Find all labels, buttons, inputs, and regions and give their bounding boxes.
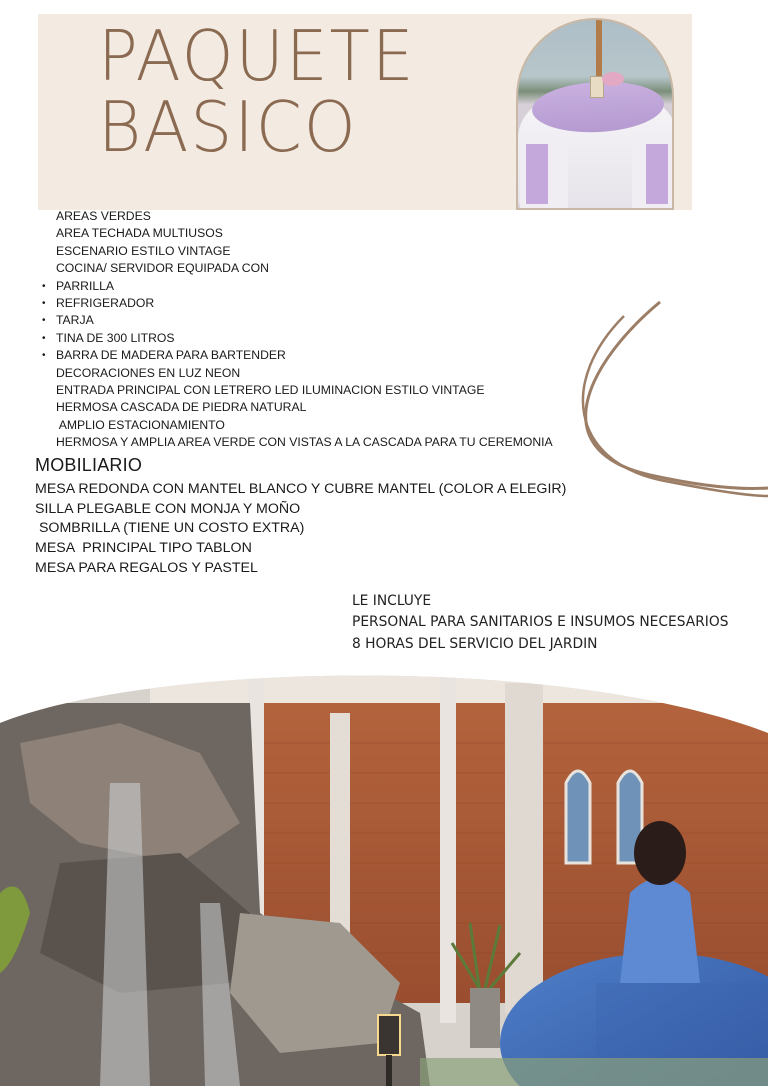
feature-item: AREAS VERDES — [56, 209, 151, 223]
feature-item: AMPLIO ESTACIONAMIENTO — [56, 417, 225, 432]
includes-heading: LE INCLUYE — [352, 593, 432, 609]
feature-item: DECORACIONES EN LUZ NEON — [56, 365, 241, 380]
table-setting-photo — [516, 18, 674, 210]
feature-item: AREA TECHADA MULTIUSOS — [56, 226, 223, 241]
feature-item: HERMOSA CASCADA DE PIEDRA NATURAL — [56, 400, 307, 415]
mobiliario-item: MESA PARA REGALOS Y PASTEL — [35, 559, 258, 576]
feature-subitem: • REFRIGERADOR — [42, 295, 553, 312]
title-line-2: BASICO — [98, 87, 358, 168]
includes-item: 8 HORAS DEL SERVICIO DEL JARDIN — [352, 635, 598, 652]
feature-subitem: • PARRILLA — [42, 278, 553, 295]
feature-item: ENTRADA PRINCIPAL CON LETRERO LED ILUMINACION ESTILO VINTAGE — [56, 383, 485, 398]
mobiliario-title: MOBILIARIO — [35, 455, 143, 475]
title-line-1: PAQUETE — [98, 16, 416, 97]
feature-subitem: • TINA DE 300 LITROS — [42, 330, 553, 347]
features-list — [42, 208, 553, 452]
feature-item: ESCENARIO ESTILO VINTAGE — [56, 243, 231, 258]
feature-subitem: • TARJA — [42, 312, 553, 329]
feature-item: COCINA/ SERVIDOR EQUIPADA CON — [56, 261, 269, 276]
mobiliario-list — [35, 480, 566, 579]
garden-waterfall-photo — [0, 663, 768, 1086]
includes-block — [352, 591, 728, 655]
includes-item: PERSONAL PARA SANITARIOS E INSUMOS NECESARIOS — [352, 614, 729, 631]
mobiliario-item: MESA PRINCIPAL TIPO TABLON — [35, 540, 252, 557]
feature-subitem: • BARRA DE MADERA PARA BARTENDER — [42, 347, 553, 364]
mobiliario-item: SILLA PLEGABLE CON MONJA Y MOÑO — [35, 500, 301, 517]
feature-item: HERMOSA Y AMPLIA AREA VERDE CON VISTAS A LA CASCADA PARA TU CEREMONIA — [56, 435, 553, 450]
decorative-curves-icon — [560, 300, 768, 510]
mobiliario-item: MESA REDONDA CON MANTEL BLANCO Y CUBRE MANTEL (COLOR A ELEGIR) — [35, 481, 567, 497]
mobiliario-item: SOMBRILLA (TIENE UN COSTO EXTRA) — [35, 520, 305, 537]
